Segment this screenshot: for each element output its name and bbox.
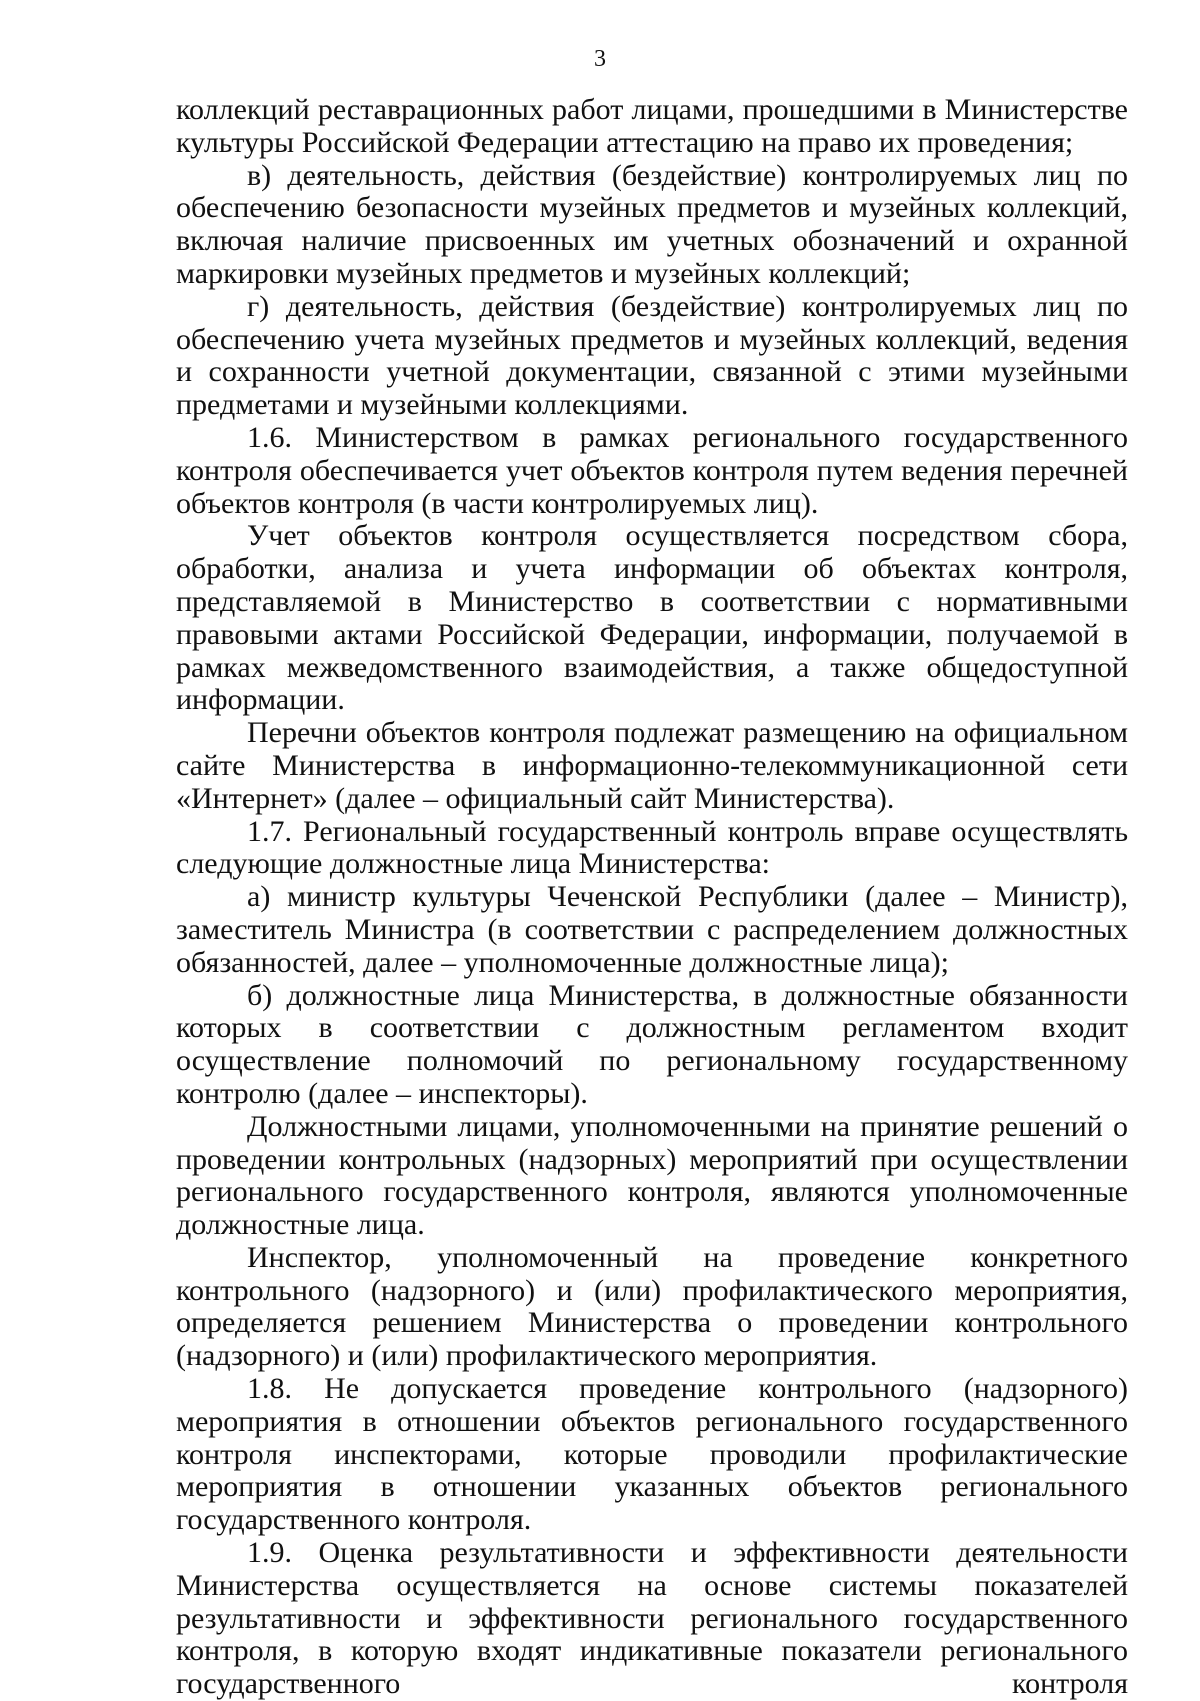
document-body: [176, 94, 1128, 1701]
paragraph-lists-publication: Перечни объектов контроля подлежат размещению на официальном сайте Министерства в информационно-телекоммуникационной сети «Интернет» (далее – официальный сайт Министерства).: [176, 716, 1128, 815]
paragraph-1-9: 1.9. Оценка результативности и эффективности деятельности Министерства осуществляется на основе системы показателей результативности и эффективности регионального государственного контроля, в которую входят индикативные показатели регионального государственного контроля: [176, 1536, 1128, 1701]
paragraph-1-7: 1.7. Региональный государственный контроль вправе осуществлять следующие должностные лица Министерства:: [176, 814, 1128, 881]
paragraph-inspector: Инспектор, уполномоченный на проведение конкретного контрольного (надзорного) и (или) профилактического мероприятия, определяется решением Министерства о проведении контрольного (надзорного) и (или) профилактического мероприятия.: [176, 1240, 1128, 1373]
paragraph-item-a: а) министр культуры Чеченской Республики (далее – Министр), заместитель Министра (в соответствии с распределением должностных обязанностей, далее – уполномоченные должностные лица);: [176, 880, 1128, 979]
paragraph-1-6: 1.6. Министерством в рамках регионального государственного контроля обеспечивается учет объектов контроля путем ведения перечней объектов контроля (в части контролируемых лиц).: [176, 420, 1128, 520]
paragraph-continuation: коллекций реставрационных работ лицами, прошедшими в Министерстве культуры Российской Федерации аттестацию на право их проведения;: [176, 93, 1128, 159]
paragraph-item-b: б) должностные лица Министерства, в должностные обязанности которых в соответствии с должностным регламентом входит осуществление полномочий по региональному государственному контролю (далее – инспекторы).: [176, 978, 1128, 1110]
paragraph-1-8: 1.8. Не допускается проведение контрольного (надзорного) мероприятия в отношении объектов регионального государственного контроля инспекторами, которые проводили профилактические мероприятия в отношении указанных объектов регионального государственного контроля.: [176, 1372, 1128, 1537]
page-number: 3: [594, 46, 606, 72]
paragraph-item-g: г) деятельность, действия (бездействие) контролируемых лиц по обеспечению учета музейных предметов и музейных коллекций, ведения и сохранности учетной документации, связанной с этими музейными предметами и музейными коллекциями.: [176, 289, 1128, 422]
paragraph-item-v: в) деятельность, действия (бездействие) контролируемых лиц по обеспечению безопасности музейных предметов и музейных коллекций, включая наличие присвоенных им учетных обозначений и охранной маркировки музейных предметов и музейных коллекций;: [176, 158, 1128, 290]
paragraph-accounting: Учет объектов контроля осуществляется посредством сбора, обработки, анализа и учета информации об объектах контроля, представляемой в Министерство в соответствии с нормативными правовыми актами Российской Федерации, информации, получаемой в рамках межведомственного взаимодействия, а также общедоступной информации.: [176, 519, 1128, 717]
paragraph-authorized-officials: Должностными лицами, уполномоченными на принятие решений о проведении контрольных (надзорных) мероприятий при осуществлении регионального государственного контроля, являются уполномоченные должностные лица.: [176, 1109, 1128, 1242]
